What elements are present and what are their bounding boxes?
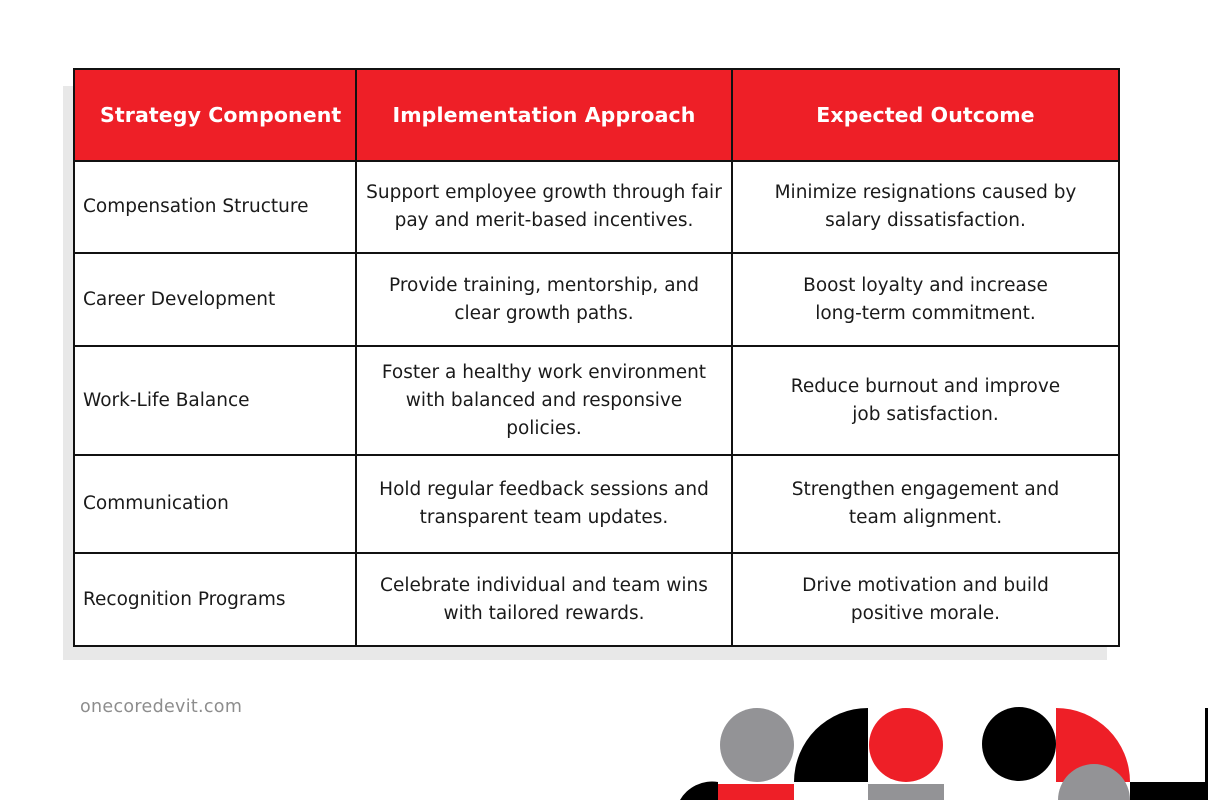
black-quarter-shape: [680, 782, 718, 800]
approach-text: Foster a healthy work environment with balanced and responsive policies.: [381, 361, 707, 439]
outcome-text: Boost loyalty and increase long-term commitment.: [803, 274, 1048, 324]
outcome-text: Minimize resignations caused by salary dissatisfaction.: [774, 182, 1077, 231]
gray-block-shape: [868, 784, 944, 800]
header-implementation-approach: Implementation Approach: [356, 69, 732, 161]
black-arc-shape: [794, 708, 868, 782]
component-cell: Compensation Structure: [74, 161, 356, 253]
header-expected-outcome: Expected Outcome: [732, 69, 1119, 161]
outcome-text: Strengthen engagement and team alignment.: [791, 479, 1060, 528]
outcome-text: Reduce burnout and improve job satisfaction.: [790, 375, 1061, 425]
component-cell: Work-Life Balance: [74, 346, 356, 455]
approach-text: Provide training, mentorship, and clear growth paths.: [389, 274, 699, 324]
component-cell: Recognition Programs: [74, 553, 356, 646]
approach-text: Support employee growth through fair pay and merit-based incentives.: [366, 182, 722, 231]
black-circle-shape: [982, 707, 1056, 781]
red-block-shape: [718, 784, 794, 800]
gray-circle-shape: [720, 708, 794, 782]
website-url: onecoredevit.com: [80, 697, 243, 717]
black-bar-shape: [1130, 782, 1208, 800]
header-strategy-component: Strategy Component: [74, 69, 356, 161]
component-cell: Communication: [74, 455, 356, 553]
approach-text: Hold regular feedback sessions and transparent team updates.: [379, 479, 709, 528]
red-circle-shape: [869, 708, 943, 782]
approach-text: Celebrate individual and team wins with tailored rewards.: [380, 574, 708, 624]
component-cell: Career Development: [74, 253, 356, 346]
outcome-text: Drive motivation and build positive morale.: [802, 574, 1049, 624]
